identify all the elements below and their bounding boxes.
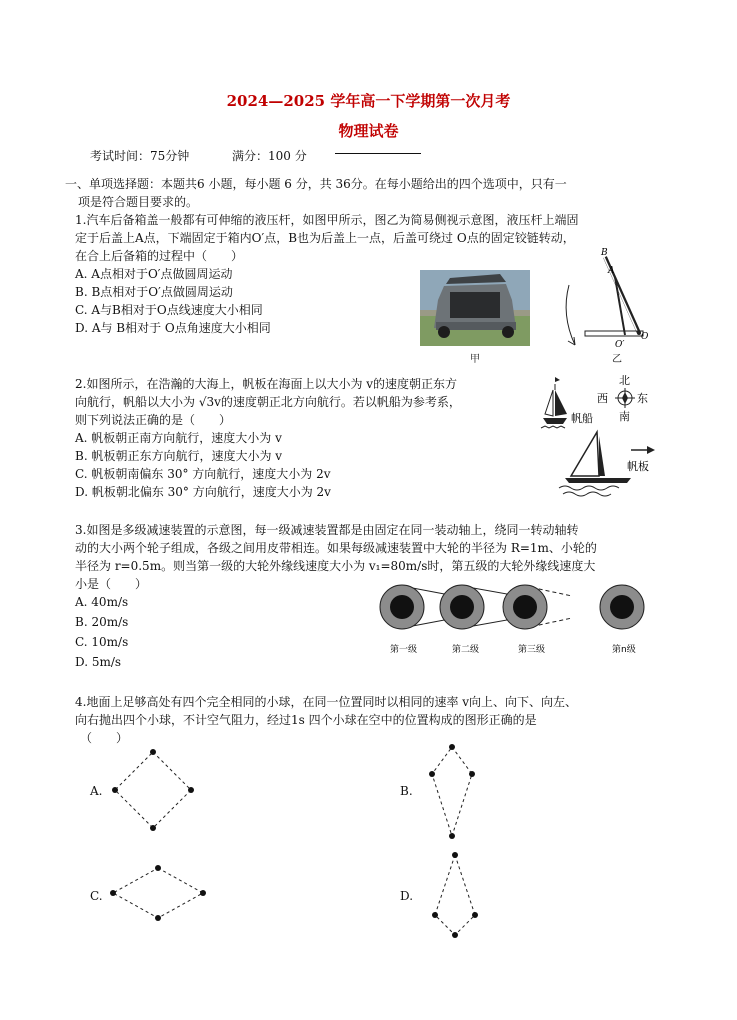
q1-option-b: B. B点相对于O′点做圆周运动 xyxy=(75,285,233,299)
q3-stem-2: 动的大小两个轮子组成，各级之间用皮带相连。如果每级减速装置中大轮的半径为 R=1m、小轮的 xyxy=(75,541,597,555)
stage-label-n: 第n级 xyxy=(612,645,636,655)
q4-figure-a xyxy=(105,745,205,840)
q3-stem-4: 小是（ ） xyxy=(75,577,148,591)
fig-caption-jia: 甲 xyxy=(470,354,480,365)
stage-label-3: 第三级 xyxy=(518,645,546,655)
q4-figure-b xyxy=(410,740,490,845)
q1-option-d: D. A与 B相对于 O点角速度大小相同 xyxy=(75,321,271,335)
sailboat-sailboard-diagram xyxy=(535,370,670,500)
q2-option-c: C. 帆板朝南偏东 30° 方向航行，速度大小为 2v xyxy=(75,467,331,481)
q3-option-d: D. 5m/s xyxy=(75,655,122,669)
q2-option-a: A. 帆板朝正南方向航行，速度大小为 v xyxy=(75,431,282,445)
compass-west: 西 xyxy=(597,392,608,405)
q4-stem-2: 向右抛出四个小球，不计空气阻力，经过1s 四个小球在空中的位置构成的图形正确的是 xyxy=(75,713,537,727)
q3-stem-3: 半径为 r=0.5m。则当第一级的大轮外缘线速度大小为 v₁=80m/s时，第五级的大轮外缘线速度大 xyxy=(75,559,596,573)
q4-figure-c xyxy=(105,860,220,930)
q2-stem-3: 则下列说法正确的是（ ） xyxy=(75,413,232,427)
label-b: B xyxy=(601,248,608,258)
exam-subject: 物理试卷 xyxy=(338,122,399,140)
trunk-side-view-diagram xyxy=(555,245,655,365)
q4-option-b-label: B. xyxy=(400,784,413,798)
q4-figure-d xyxy=(410,845,500,945)
q3-option-b: B. 20m/s xyxy=(75,615,129,629)
section-heading-cont: 项是符合题目要求的。 xyxy=(78,195,199,209)
q2-option-b: B. 帆板朝正东方向航行，速度大小为 v xyxy=(75,449,283,463)
fig-caption-yi: 乙 xyxy=(612,354,622,365)
header-rule xyxy=(335,153,421,154)
q4-stem-1: 4.地面上足够高处有四个完全相同的小球，在同一位置同时以相同的速率 v向上、向下、向左、 xyxy=(75,695,578,709)
wheel-stage-2 xyxy=(440,585,484,629)
q1-option-a: A. A点相对于O′点做圆周运动 xyxy=(75,267,233,281)
q4-option-c-label: C. xyxy=(90,889,103,903)
compass-east: 东 xyxy=(637,392,648,405)
wheel-stage-1 xyxy=(380,585,424,629)
q1-stem-1: 1.汽车后备箱盖一般都有可伸缩的液压杆，如图甲所示，图乙为简易侧视示意图，液压杆上端固 xyxy=(75,213,579,227)
q1-option-c: C. A与B相对于O点线速度大小相同 xyxy=(75,303,263,317)
q1-stem-3: 在合上后备箱的过程中（ ） xyxy=(75,249,244,263)
label-sailboard: 帆板 xyxy=(627,460,649,473)
q4-stem-3: （ ） xyxy=(80,731,129,745)
full-score: 满分：100 分 xyxy=(232,149,307,163)
q3-stem-1: 3.如图是多级减速装置的示意图，每一级减速装置都是由固定在同一装动轴上，绕同一转动轴转 xyxy=(75,523,579,537)
car-trunk-photo xyxy=(420,270,530,346)
q4-option-d-label: D. xyxy=(400,889,414,903)
q3-option-a: A. 40m/s xyxy=(75,595,129,609)
compass-south: 南 xyxy=(619,410,630,423)
label-sailboat: 帆船 xyxy=(571,412,593,425)
compass-north: 北 xyxy=(619,374,630,387)
reduction-gear-diagram xyxy=(372,578,662,658)
wheel-stage-n xyxy=(600,585,644,629)
label-oprime: O′ xyxy=(615,340,625,350)
section-heading: 一、单项选择题：本题共6 小题，每小题 6 分，共 36分。在每小题给出的四个选项中，只有一 xyxy=(65,177,567,191)
q2-stem-1: 2.如图所示，在浩瀚的大海上，帆板在海面上以大小为 v的速度朝正东方 xyxy=(75,377,458,391)
q2-stem-2: 向航行，帆船以大小为 √3v的速度朝正北方向航行。若以帆船为参考系， xyxy=(75,395,461,409)
wheel-stage-3 xyxy=(503,585,547,629)
q1-stem-2: 定于后盖上A点，下端固定于箱内O′点，B也为后盖上一点，后盖可绕过 O点的固定铰链转动， xyxy=(75,231,575,245)
stage-label-2: 第二级 xyxy=(452,645,480,655)
q2-option-d: D. 帆板朝北偏东 30° 方向航行，速度大小为 2v xyxy=(75,485,331,499)
label-a: A xyxy=(608,266,615,276)
exam-title: 2024—2025 学年高一下学期第一次月考 xyxy=(226,92,511,110)
q3-option-c: C. 10m/s xyxy=(75,635,129,649)
q4-option-a-label: A. xyxy=(90,784,103,798)
exam-time: 考试时间：75分钟 xyxy=(90,149,190,163)
label-o: O xyxy=(641,332,649,342)
stage-label-1: 第一级 xyxy=(390,645,418,655)
